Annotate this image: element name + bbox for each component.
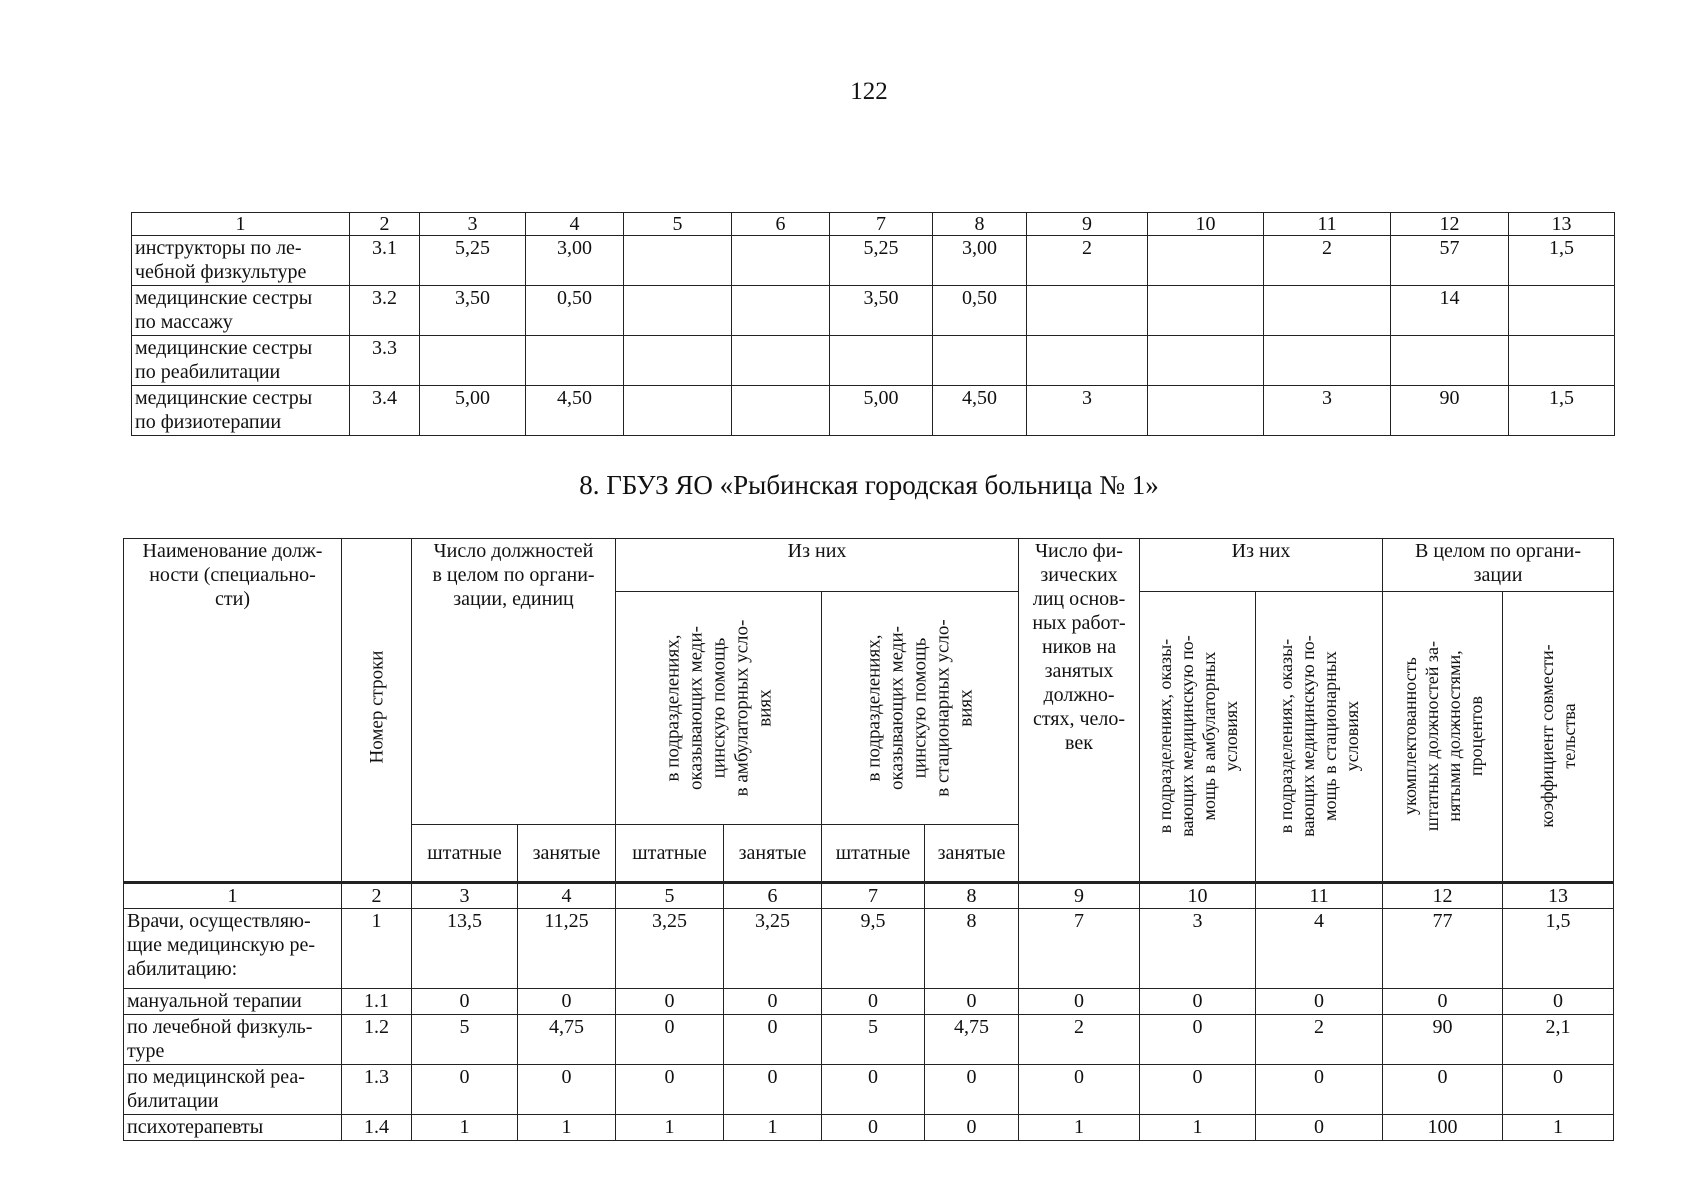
- value-cell: 0: [1140, 1015, 1256, 1065]
- col-number: 3: [420, 213, 526, 236]
- header-staffing-label: укомплектованность штатных должностей за- нятыми должностями, процентов: [1399, 640, 1486, 832]
- header-staffing: [1383, 592, 1503, 883]
- value-cell: 4,50: [933, 386, 1027, 436]
- value-cell: [420, 336, 526, 386]
- col-number: 12: [1391, 213, 1509, 236]
- row-number-cell: 1.3: [342, 1065, 412, 1115]
- col-number: 2: [350, 213, 420, 236]
- value-cell: 0: [1256, 1115, 1383, 1141]
- col-number: 12: [1383, 883, 1503, 909]
- table-row: [124, 1065, 1614, 1115]
- header-staff: штатные: [822, 825, 925, 883]
- value-cell: [732, 386, 830, 436]
- col-number: 11: [1264, 213, 1391, 236]
- header-occupied: занятые: [925, 825, 1019, 883]
- value-cell: 0: [724, 1065, 822, 1115]
- value-cell: 100: [1383, 1115, 1503, 1141]
- value-cell: 0: [1256, 1065, 1383, 1115]
- header-org-total: В целом по органи- зации: [1383, 539, 1614, 592]
- value-cell: 3,00: [526, 236, 624, 286]
- value-cell: 11,25: [518, 909, 616, 989]
- header-position-name: Наименование долж- ности (специально- сти): [124, 539, 342, 883]
- value-cell: 1: [1503, 1115, 1614, 1141]
- value-cell: [1027, 286, 1148, 336]
- value-cell: 7: [1019, 909, 1140, 989]
- value-cell: 3: [1027, 386, 1148, 436]
- value-cell: 0: [1503, 1065, 1614, 1115]
- value-cell: [830, 336, 933, 386]
- value-cell: 8: [925, 909, 1019, 989]
- value-cell: 4,75: [925, 1015, 1019, 1065]
- value-cell: 0: [1140, 989, 1256, 1015]
- value-cell: 0: [925, 1115, 1019, 1141]
- continuation-header-row: [132, 213, 1615, 236]
- value-cell: [732, 336, 830, 386]
- value-cell: [1148, 336, 1264, 386]
- value-cell: 57: [1391, 236, 1509, 286]
- value-cell: 0: [1256, 989, 1383, 1015]
- value-cell: 0: [1019, 989, 1140, 1015]
- col-number: 1: [132, 213, 350, 236]
- col-number: 10: [1140, 883, 1256, 909]
- position-name-cell: инструкторы по ле- чебной физкультуре: [132, 236, 350, 286]
- table-row: [124, 1115, 1614, 1141]
- value-cell: 1,5: [1509, 386, 1615, 436]
- value-cell: [1148, 286, 1264, 336]
- value-cell: 0: [1140, 1065, 1256, 1115]
- header-persons-ambulatory-label: в подразделениях, оказы- вающих медицинскую по- мощь в амбулаторных условиях: [1154, 635, 1241, 837]
- position-name-cell: психотерапевты: [124, 1115, 342, 1141]
- row-number-cell: 1.4: [342, 1115, 412, 1141]
- value-cell: [933, 336, 1027, 386]
- continuation-table: [131, 212, 1615, 436]
- value-cell: 0: [518, 989, 616, 1015]
- row-number-cell: 1: [342, 909, 412, 989]
- value-cell: 0: [925, 989, 1019, 1015]
- value-cell: 90: [1391, 386, 1509, 436]
- header-positions-total: Число должностей в целом по органи- зации, единиц: [412, 539, 616, 825]
- table-row: [124, 989, 1614, 1015]
- value-cell: [624, 336, 732, 386]
- table-row: [132, 286, 1615, 336]
- value-cell: 2: [1256, 1015, 1383, 1065]
- value-cell: 0: [518, 1065, 616, 1115]
- col-number: 7: [822, 883, 925, 909]
- value-cell: 1,5: [1509, 236, 1615, 286]
- col-number: 4: [518, 883, 616, 909]
- header-staff: штатные: [412, 825, 518, 883]
- col-number: 9: [1027, 213, 1148, 236]
- main-table: [123, 538, 1614, 1141]
- header-staff: штатные: [616, 825, 724, 883]
- value-cell: 1: [1140, 1115, 1256, 1141]
- value-cell: 1: [616, 1115, 724, 1141]
- value-cell: 0: [822, 989, 925, 1015]
- header-combination: [1503, 592, 1614, 883]
- col-number: 6: [732, 213, 830, 236]
- position-name-cell: по медицинской реа- билитации: [124, 1065, 342, 1115]
- value-cell: 2,1: [1503, 1015, 1614, 1065]
- value-cell: 2: [1019, 1015, 1140, 1065]
- position-name-cell: Врачи, осуществляю- щие медицинскую ре- абилитацию:: [124, 909, 342, 989]
- col-number: 3: [412, 883, 518, 909]
- header-ambulatory-label: в подразделениях, оказывающих меди- цинскую помощь в амбулаторных усло- виях: [662, 619, 776, 797]
- col-number: 11: [1256, 883, 1383, 909]
- table-row: [132, 336, 1615, 386]
- col-number: 13: [1509, 213, 1615, 236]
- col-number: 8: [925, 883, 1019, 909]
- value-cell: [1264, 336, 1391, 386]
- col-number: 8: [933, 213, 1027, 236]
- header-ambulatory: [616, 592, 822, 825]
- value-cell: [526, 336, 624, 386]
- col-number: 6: [724, 883, 822, 909]
- col-number: 5: [616, 883, 724, 909]
- value-cell: [624, 236, 732, 286]
- value-cell: [1148, 386, 1264, 436]
- value-cell: 14: [1391, 286, 1509, 336]
- column-number-row: [124, 883, 1614, 909]
- value-cell: 3: [1140, 909, 1256, 989]
- value-cell: [1264, 286, 1391, 336]
- header-row-number-label: Номер строки: [366, 650, 387, 764]
- page-number: 122: [850, 78, 888, 105]
- value-cell: 0: [1383, 1065, 1503, 1115]
- header-persons-ambulatory: [1140, 592, 1256, 883]
- value-cell: 1: [724, 1115, 822, 1141]
- value-cell: [1148, 236, 1264, 286]
- value-cell: 5: [822, 1015, 925, 1065]
- value-cell: 0: [616, 1015, 724, 1065]
- row-number-cell: 3.2: [350, 286, 420, 336]
- header-combination-label: коэффициент совмести- тельства: [1537, 644, 1580, 828]
- row-number-cell: 3.4: [350, 386, 420, 436]
- value-cell: 2: [1264, 236, 1391, 286]
- row-number-cell: 3.3: [350, 336, 420, 386]
- table-row: [132, 236, 1615, 286]
- header-stationary: [822, 592, 1019, 825]
- position-name-cell: медицинские сестры по реабилитации: [132, 336, 350, 386]
- value-cell: 0: [724, 1015, 822, 1065]
- value-cell: 1: [1019, 1115, 1140, 1141]
- value-cell: 3: [1264, 386, 1391, 436]
- header-row-number: [342, 539, 412, 883]
- value-cell: [624, 386, 732, 436]
- value-cell: 0: [616, 989, 724, 1015]
- value-cell: [624, 286, 732, 336]
- table-row: [132, 386, 1615, 436]
- value-cell: 0: [616, 1065, 724, 1115]
- value-cell: 5,00: [830, 386, 933, 436]
- value-cell: 1: [412, 1115, 518, 1141]
- value-cell: 3,25: [724, 909, 822, 989]
- value-cell: 0: [822, 1115, 925, 1141]
- value-cell: 5,25: [830, 236, 933, 286]
- value-cell: [1509, 286, 1615, 336]
- header-persons-stationary: [1256, 592, 1383, 883]
- col-number: 7: [830, 213, 933, 236]
- col-number: 5: [624, 213, 732, 236]
- value-cell: [1027, 336, 1148, 386]
- value-cell: 13,5: [412, 909, 518, 989]
- value-cell: 0: [412, 989, 518, 1015]
- value-cell: 4,75: [518, 1015, 616, 1065]
- value-cell: 5,25: [420, 236, 526, 286]
- value-cell: 0: [412, 1065, 518, 1115]
- value-cell: 0: [925, 1065, 1019, 1115]
- header-of-them-1: Из них: [616, 539, 1019, 592]
- value-cell: 3,50: [420, 286, 526, 336]
- header-occupied: занятые: [518, 825, 616, 883]
- value-cell: 0: [724, 989, 822, 1015]
- value-cell: 3,00: [933, 236, 1027, 286]
- value-cell: 3,25: [616, 909, 724, 989]
- header-persons-stationary-label: в подразделениях, оказы- вающих медицинскую по- мощь в стационарных условиях: [1276, 635, 1363, 837]
- value-cell: 5: [412, 1015, 518, 1065]
- table-row: [124, 1015, 1614, 1065]
- value-cell: 1: [518, 1115, 616, 1141]
- col-number: 1: [124, 883, 342, 909]
- value-cell: 9,5: [822, 909, 925, 989]
- value-cell: 0: [1503, 989, 1614, 1015]
- value-cell: [732, 236, 830, 286]
- value-cell: 3,50: [830, 286, 933, 336]
- value-cell: 77: [1383, 909, 1503, 989]
- col-number: 2: [342, 883, 412, 909]
- col-number: 9: [1019, 883, 1140, 909]
- value-cell: [1509, 336, 1615, 386]
- position-name-cell: по лечебной физкуль- туре: [124, 1015, 342, 1065]
- section-title: 8. ГБУЗ ЯО «Рыбинская городская больница № 1»: [579, 470, 1159, 500]
- value-cell: 0,50: [526, 286, 624, 336]
- value-cell: 4,50: [526, 386, 624, 436]
- header-occupied: занятые: [724, 825, 822, 883]
- position-name-cell: медицинские сестры по массажу: [132, 286, 350, 336]
- value-cell: 5,00: [420, 386, 526, 436]
- value-cell: 90: [1383, 1015, 1503, 1065]
- value-cell: 4: [1256, 909, 1383, 989]
- row-number-cell: 1.2: [342, 1015, 412, 1065]
- col-number: 13: [1503, 883, 1614, 909]
- header-physical-persons: Число фи- зических лиц основ- ных работ- ников на занятых должно- стях, чело- век: [1019, 539, 1140, 883]
- table-row: [124, 909, 1614, 989]
- value-cell: 0: [822, 1065, 925, 1115]
- value-cell: [732, 286, 830, 336]
- header-of-them-2: Из них: [1140, 539, 1383, 592]
- value-cell: 2: [1027, 236, 1148, 286]
- value-cell: 1,5: [1503, 909, 1614, 989]
- value-cell: 0: [1383, 989, 1503, 1015]
- col-number: 4: [526, 213, 624, 236]
- col-number: 10: [1148, 213, 1264, 236]
- position-name-cell: мануальной терапии: [124, 989, 342, 1015]
- position-name-cell: медицинские сестры по физиотерапии: [132, 386, 350, 436]
- value-cell: 0,50: [933, 286, 1027, 336]
- header-stationary-label: в подразделениях, оказывающих меди- цинскую помощь в стационарных усло- виях: [863, 619, 977, 797]
- value-cell: 0: [1019, 1065, 1140, 1115]
- row-number-cell: 3.1: [350, 236, 420, 286]
- row-number-cell: 1.1: [342, 989, 412, 1015]
- value-cell: [1391, 336, 1509, 386]
